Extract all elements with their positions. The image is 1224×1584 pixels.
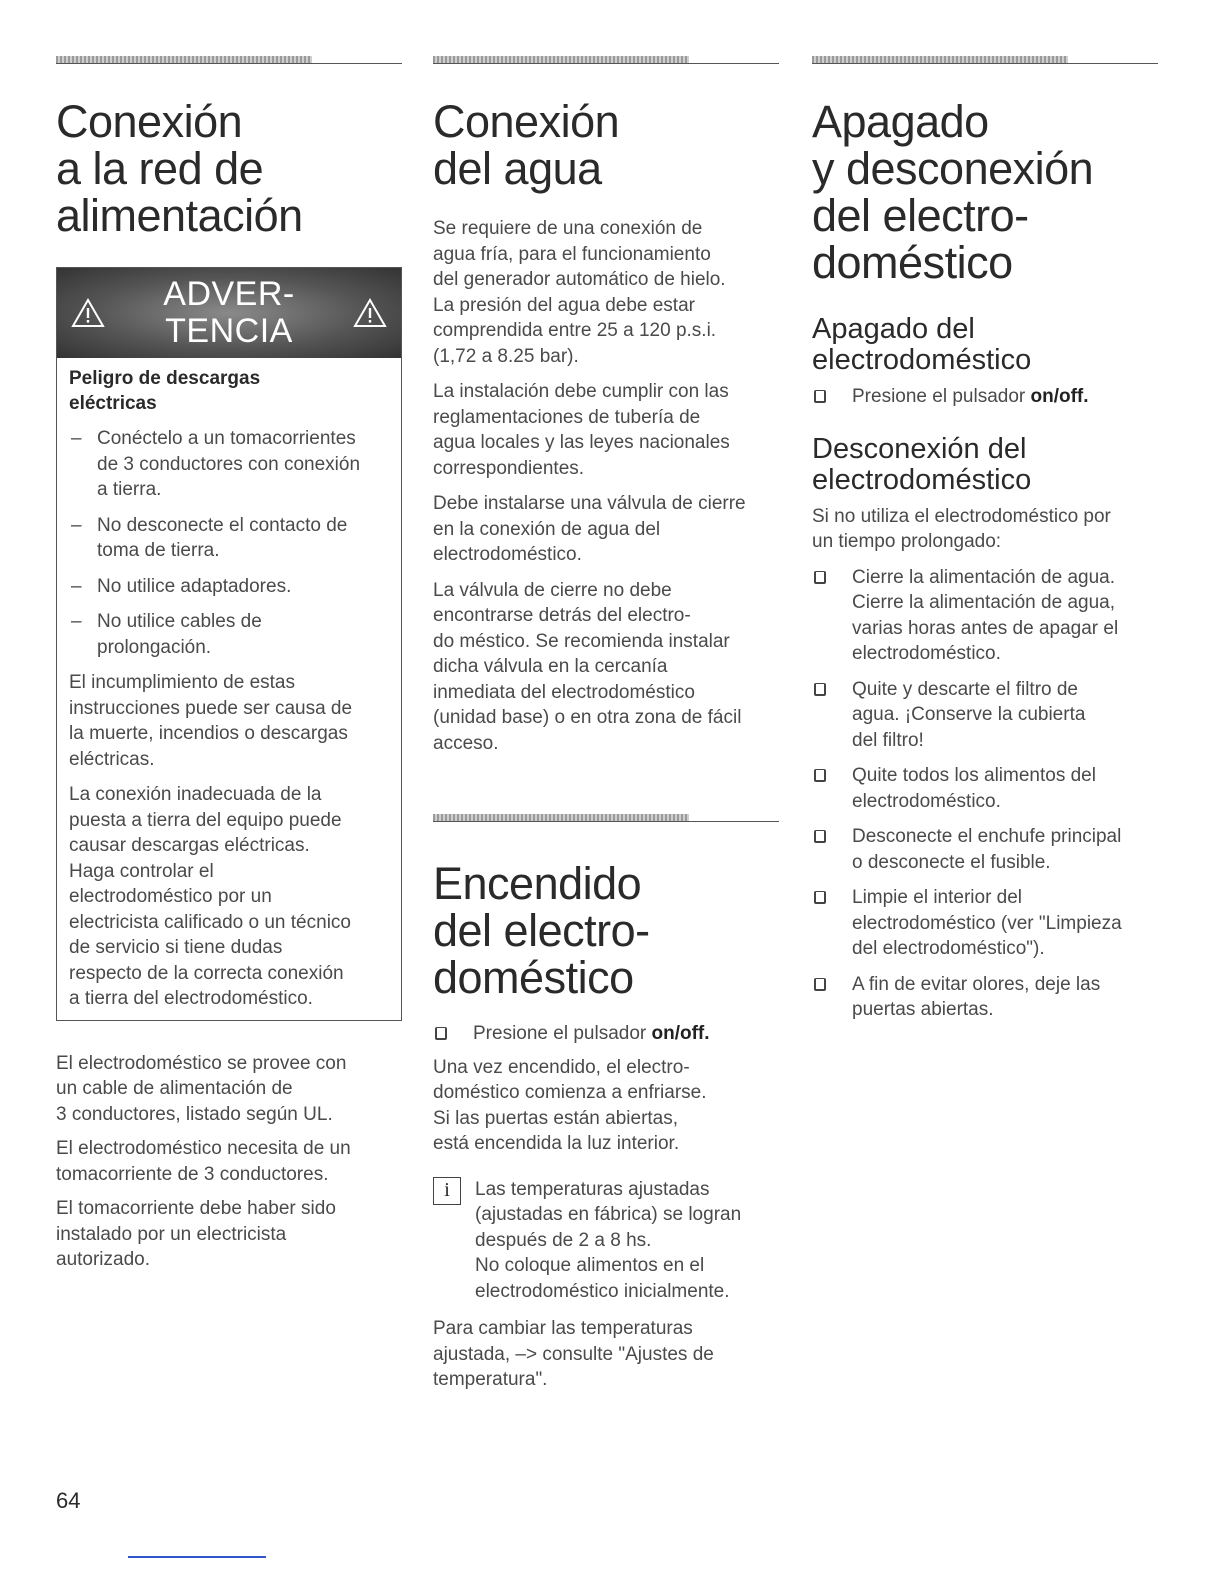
paragraph: El electrodoméstico se provee con un cable de alimentación de 3 conductores, listado según UL. [56, 1052, 347, 1125]
warning-box [56, 267, 402, 1021]
paragraph: La instalación debe cumplir con las reglamentaciones de tubería de agua locales y las leyes nacionales correspondientes. [433, 381, 730, 479]
warning-title: ADVER- TENCIA [163, 275, 295, 350]
warning-item: – Conéctelo a un tomacorrientes de 3 conductores con conexión a tierra. [71, 428, 361, 500]
section-rule [433, 814, 779, 822]
section-rule [433, 56, 779, 64]
paragraph: Debe instalarse una válvula de cierre en la conexión de agua del electrodoméstico. [433, 493, 746, 565]
warning-triangle-icon [353, 298, 387, 328]
checkbox-icon [435, 1027, 447, 1040]
checklist-item: Cierre la alimentación de agua. Cierre la alimentación de agua, varias horas antes de apagar el electrodoméstico. [812, 565, 1158, 667]
page-number: 64 [56, 1488, 81, 1513]
paragraph: Se requiere de una conexión de agua fría, para el funcionamiento del generador automático de hielo. La presión del agua debe estar comprendida entre 25 a 120 p.s.i. (1,72 a 8.25 bar). [433, 218, 726, 367]
checkbox-icon [814, 978, 826, 991]
warning-item: – No desconecte el contacto de toma de tierra. [71, 514, 348, 561]
section-title-power: Conexión a la red de alimentación [56, 96, 303, 241]
section-title-shutdown: Apagado y desconexión del electro- doméstico [812, 96, 1094, 288]
warning-paragraph: El incumplimiento de estas instrucciones puede ser causa de la muerte, incendios o descargas eléctricas. [69, 672, 353, 770]
section-title-water: Conexión del agua [433, 96, 620, 194]
section-rule [812, 56, 1158, 64]
warning-subtitle: Peligro de descargas eléctricas [69, 368, 261, 414]
checklist-item: Limpie el interior del electrodoméstico (ver "Limpieza del electrodoméstico"). [812, 885, 1158, 962]
column-shutdown [812, 56, 1158, 1023]
checklist-item: Quite todos los alimentos del electrodoméstico. [812, 763, 1158, 814]
paragraph: Para cambiar las temperaturas ajustada, –> consulte "Ajustes de temperatura". [433, 1318, 714, 1390]
warning-item: – No utilice cables de prolongación. [71, 611, 262, 658]
column-power-connection [56, 56, 402, 1273]
paragraph: El tomacorriente debe haber sido instalado por un electricista autorizado. [56, 1198, 336, 1270]
paragraph: Si no utiliza el electrodoméstico por un tiempo prolongado: [812, 505, 1111, 552]
checkbox-icon [814, 830, 826, 843]
warning-body [57, 358, 401, 1020]
checklist-item: Presione el pulsador on/off. [812, 384, 1158, 410]
checkbox-icon [814, 891, 826, 904]
paragraph: La válvula de cierre no debe encontrarse detrás del electro- do méstico. Se recomienda instalar dicha válvula en la cercanía inmediata del electrodoméstico (unidad base) o en otra zona de fácil acceso. [433, 579, 742, 754]
checklist-item: Desconecte el enchufe principal o desconecte el fusible. [812, 824, 1158, 875]
info-icon: i [433, 1177, 461, 1205]
checkbox-icon [814, 390, 826, 403]
warning-paragraph: La conexión inadecuada de la puesta a tierra del equipo puede causar descargas eléctricas. Haga controlar el electrodoméstico por un electricista calificado o un técnico de servicio si tiene dudas respecto de la correcta conexión a tierra del electrodoméstico. [69, 784, 351, 1009]
warning-header [57, 268, 401, 358]
column-water-connection [433, 56, 779, 1393]
section-title-turn-on: Encendido del electro- doméstico [433, 858, 650, 1003]
checklist-item: Presione el pulsador on/off. [433, 1021, 779, 1047]
warning-item: – No utilice adaptadores. [71, 575, 292, 597]
subsection-title-turn-off: Apagado del electrodoméstico [812, 313, 1032, 376]
checklist-item: A fin de evitar olores, deje las puertas abiertas. [812, 972, 1158, 1023]
checkbox-icon [814, 769, 826, 782]
section-rule [56, 56, 402, 64]
footer-line [128, 1556, 266, 1558]
paragraph: El electrodoméstico necesita de un tomacorriente de 3 conductores. [56, 1138, 351, 1185]
paragraph: Una vez encendido, el electro- doméstico comienza a enfriarse. Si las puertas están abiertas, está encendida la luz interior. [433, 1056, 707, 1154]
info-note: i Las temperaturas ajustadas (ajustadas en fábrica) se logran después de 2 a 8 hs. No coloque alimentos en el electrodoméstico inicialmente. [433, 1177, 779, 1305]
checkbox-icon [814, 571, 826, 584]
checkbox-icon [814, 683, 826, 696]
subsection-title-disconnect: Desconexión del electrodoméstico [812, 432, 1032, 496]
checklist-item: Quite y descarte el filtro de agua. ¡Conserve la cubierta del filtro! [812, 677, 1158, 754]
